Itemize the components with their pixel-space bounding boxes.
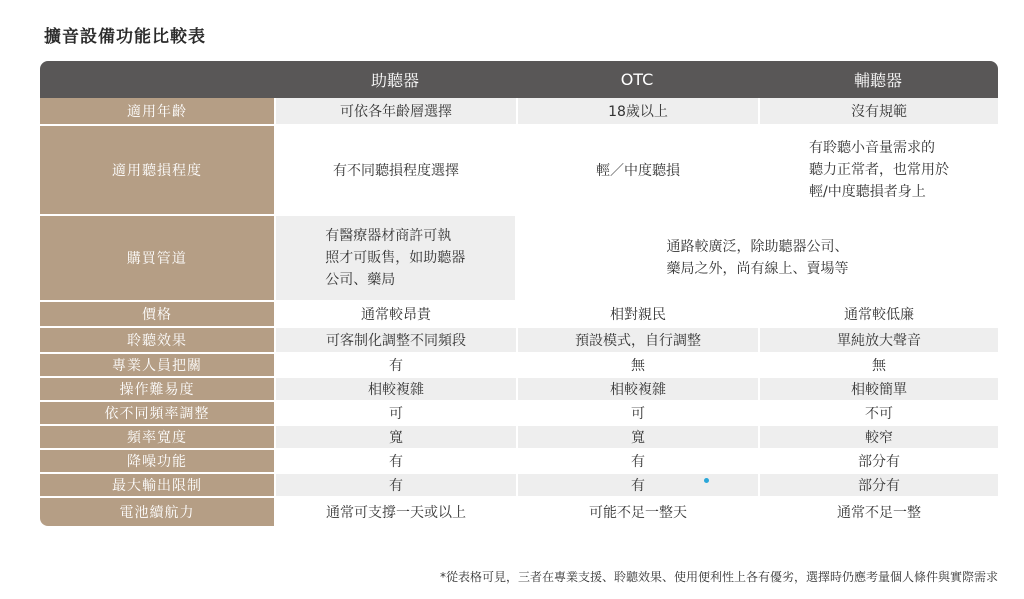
blue-dot-marker <box>704 478 709 483</box>
cell-otc: 預設模式，自行調整 <box>516 328 758 354</box>
row-label: 適用聽損程度 <box>40 126 274 216</box>
table-row <box>40 98 998 126</box>
table-row <box>40 450 998 474</box>
cell-otc: 寬 <box>516 426 758 450</box>
cell-hearing-aid: 可客制化調整不同頻段 <box>274 328 516 354</box>
row-label: 操作難易度 <box>40 378 274 402</box>
cell-otc: 18歲以上 <box>516 98 758 126</box>
row-label: 降噪功能 <box>40 450 274 474</box>
row-label: 依不同頻率調整 <box>40 402 274 426</box>
cell-hearing-aid: 通常較昂貴 <box>274 302 516 328</box>
cell-otc: 相較複雜 <box>516 378 758 402</box>
row-label: 聆聽效果 <box>40 328 274 354</box>
cell-otc: 有 <box>516 474 758 498</box>
cell-otc: 輕／中度聽損 <box>516 126 758 216</box>
cell-otc-and-assistive <box>515 216 998 302</box>
table-row <box>40 328 998 354</box>
cell-otc: 無 <box>516 354 758 378</box>
cell-hearing-aid: 有不同聽損程度選擇 <box>274 126 516 216</box>
cell-assistive: 通常不足一整 <box>758 498 998 526</box>
cell-assistive <box>758 126 998 216</box>
table-row <box>40 126 998 216</box>
table-header-row <box>40 61 998 98</box>
cell-hearing-aid: 通常可支撐一天或以上 <box>274 498 516 526</box>
header-assistive-listening: 輔聽器 <box>758 61 998 98</box>
cell-otc: 相對親民 <box>516 302 758 328</box>
cell-line: 照才可販售，如助聽器 <box>325 250 466 266</box>
table-row <box>40 378 998 402</box>
cell-assistive: 較窄 <box>758 426 998 450</box>
table-row <box>40 302 998 328</box>
row-label: 電池續航力 <box>40 498 274 526</box>
table-row <box>40 402 998 426</box>
cell-assistive: 無 <box>758 354 998 378</box>
cell-assistive: 不可 <box>758 402 998 426</box>
cell-assistive: 單純放大聲音 <box>758 328 998 354</box>
row-label: 適用年齡 <box>40 98 274 126</box>
table-row <box>40 426 998 450</box>
row-label: 購買管道 <box>40 216 274 302</box>
cell-line: 公司、藥局 <box>325 272 396 288</box>
cell-line: 有聆聽小音量需求的 <box>809 140 935 156</box>
cell-line: 藥局之外，尚有線上、賣場等 <box>666 261 849 277</box>
header-otc: OTC <box>516 61 758 98</box>
cell-hearing-aid <box>274 216 516 302</box>
cell-hearing-aid: 有 <box>274 450 516 474</box>
cell-otc: 有 <box>516 450 758 474</box>
cell-line: 通路較廣泛，除助聽器公司、 <box>666 239 849 255</box>
table-row <box>40 474 998 498</box>
page-title: 擴音設備功能比較表 <box>44 27 206 47</box>
cell-hearing-aid: 有 <box>274 354 516 378</box>
table-row <box>40 354 998 378</box>
table-row <box>40 216 998 302</box>
cell-assistive: 部分有 <box>758 450 998 474</box>
row-label: 最大輸出限制 <box>40 474 274 498</box>
cell-hearing-aid: 寬 <box>274 426 516 450</box>
table-footnote: *從表格可見，三者在專業支援、聆聽效果、使用便利性上各有優劣，選擇時仍應考量個人條件與實際需求 <box>439 570 998 584</box>
header-corner <box>40 61 274 98</box>
row-label: 價格 <box>40 302 274 328</box>
comparison-table <box>40 61 998 526</box>
cell-line: 有醫療器材商許可執 <box>325 228 452 244</box>
row-label: 專業人員把關 <box>40 354 274 378</box>
cell-hearing-aid: 相較複雜 <box>274 378 516 402</box>
cell-assistive: 相較簡單 <box>758 378 998 402</box>
cell-hearing-aid: 可依各年齡層選擇 <box>274 98 516 126</box>
cell-hearing-aid: 有 <box>274 474 516 498</box>
cell-line: 輕/中度聽損者身上 <box>809 184 926 200</box>
cell-assistive: 沒有規範 <box>758 98 998 126</box>
cell-hearing-aid: 可 <box>274 402 516 426</box>
row-label: 頻率寬度 <box>40 426 274 450</box>
cell-line: 聽力正常者，也常用於 <box>809 162 949 178</box>
cell-assistive: 通常較低廉 <box>758 302 998 328</box>
header-hearing-aid: 助聽器 <box>274 61 516 98</box>
table-row <box>40 498 998 526</box>
cell-otc: 可 <box>516 402 758 426</box>
cell-assistive: 部分有 <box>758 474 998 498</box>
cell-otc: 可能不足一整天 <box>516 498 758 526</box>
